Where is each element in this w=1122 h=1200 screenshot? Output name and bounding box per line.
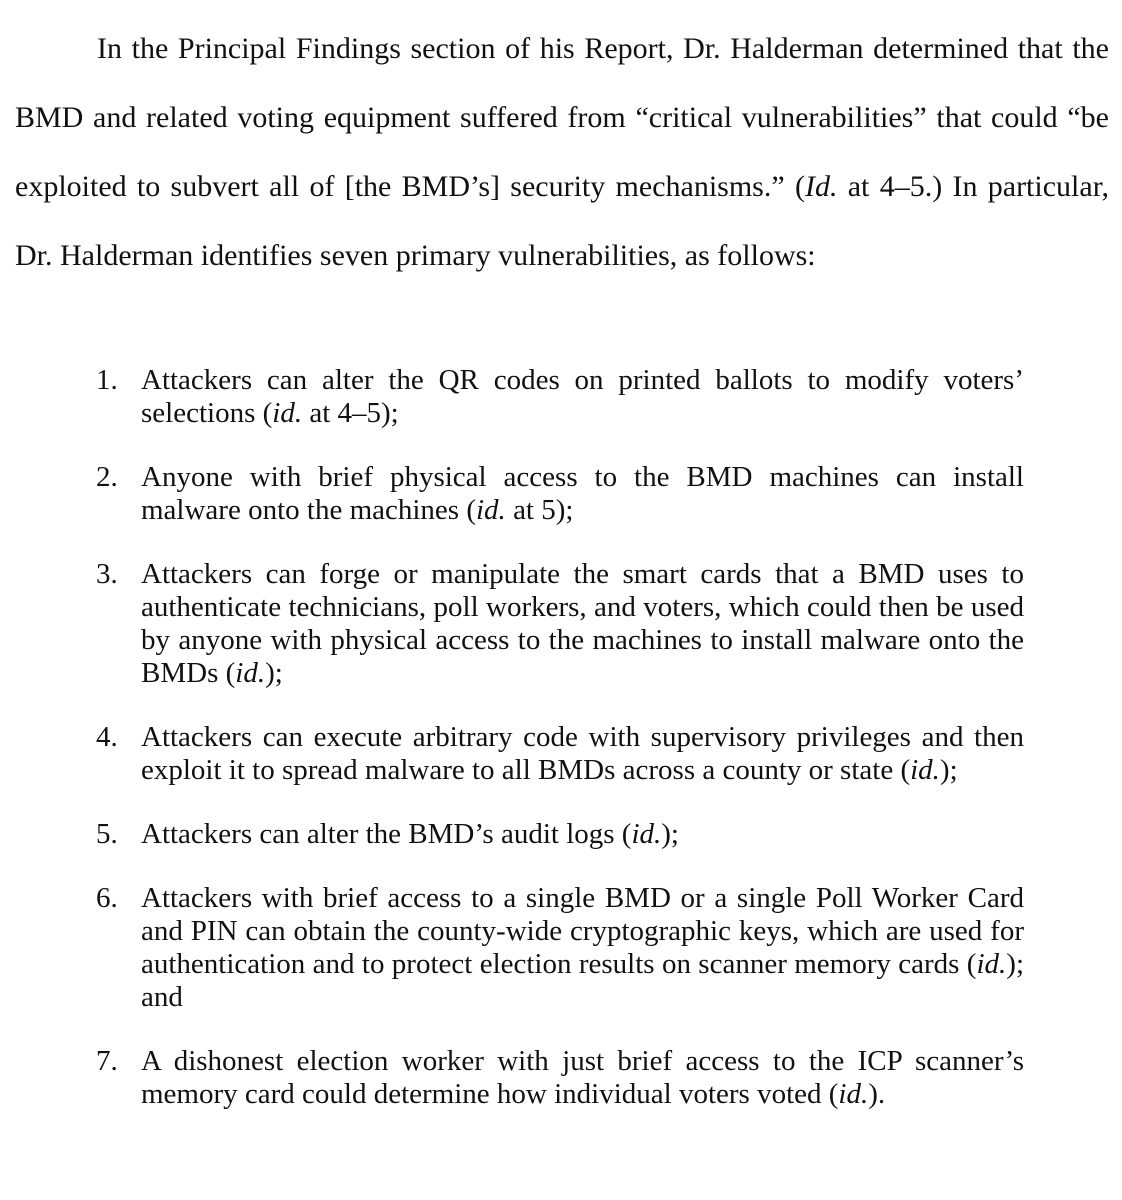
list-item [96,558,1024,690]
list-item-text: A dishonest election worker with just brief access to the ICP scanner’s memory card could determine how individual voters voted ( [141,1045,1024,1110]
list-item-number: 7. [96,1045,118,1077]
list-item-citation: id. [838,1078,869,1110]
list-item-number: 6. [96,882,118,914]
list-item-citation: id. [272,397,303,429]
vulnerabilities-list [96,364,1024,1142]
list-item-citation: id. [476,494,506,526]
list-item-text: Attackers can alter the BMD’s audit logs ( [141,818,632,850]
list-item-tail: at 4–5); [302,397,399,429]
list-item-tail: at 5); [505,494,574,526]
list-item-tail: ). [868,1078,886,1110]
intro-text-2: at 4–5.) In particular, Dr. Halderman identifies seven primary vulnerabilities, as follows: [15,170,1109,272]
list-item-citation: id. [976,948,1007,980]
list-item-tail: ); and [141,948,1024,1013]
intro-paragraph [15,14,1109,290]
list-item-text: Attackers can execute arbitrary code with supervisory privileges and then exploit it to spread malware to all BMDs across a county or state ( [141,721,1024,786]
list-item-tail: ); [661,818,679,850]
list-item [96,364,1024,430]
list-item-citation: id. [910,754,940,786]
list-item [96,818,1024,851]
list-item-text: Attackers can alter the QR codes on printed ballots to modify voters’ selections ( [141,364,1024,429]
list-item-text: Anyone with brief physical access to the BMD machines can install malware onto the machines ( [141,461,1024,526]
list-item-number: 5. [96,818,118,850]
list-item [96,882,1024,1014]
list-item [96,721,1024,787]
list-item-number: 2. [96,461,118,493]
intro-id-citation: Id. [804,170,838,203]
list-item-text: Attackers can forge or manipulate the smart cards that a BMD uses to authenticate technicians, poll workers, and voters, which could then be used by anyone with physical access to the machines to install malware onto the BMDs ( [141,558,1024,689]
list-item-number: 1. [96,364,118,396]
list-item-tail: ); [939,754,958,786]
list-item [96,461,1024,527]
list-item-tail: ); [265,657,283,689]
list-item-number: 3. [96,558,118,590]
list-item [96,1045,1024,1111]
list-item-text: Attackers with brief access to a single BMD or a single Poll Worker Card and PIN can obtain the county-wide cryptographic keys, which are used for authentication and to protect election results on scanner memory cards ( [141,882,1024,980]
list-item-citation: id. [235,657,266,689]
list-item-number: 4. [96,721,118,753]
list-item-citation: id. [631,818,662,850]
intro-text-1: In the Principal Findings section of his Report, Dr. Halderman determined that the BMD and related voting equipment suffered from “critical vulnerabilities” that could “be exploited to subvert all of [the BMD’s] security mechanisms.” ( [15,32,1109,203]
